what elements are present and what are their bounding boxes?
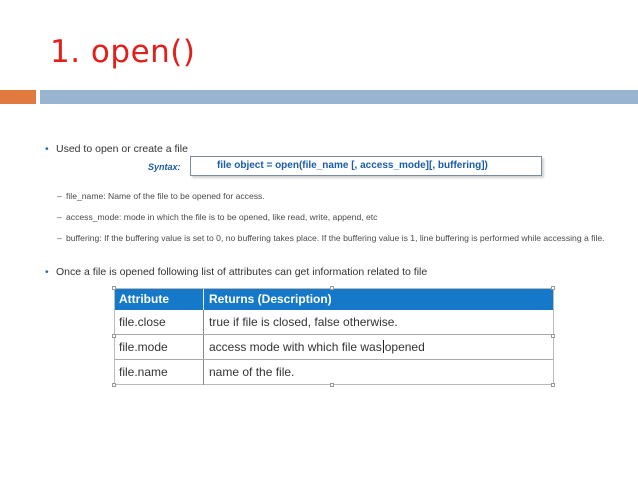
resize-handle-top-right[interactable] [551,286,555,290]
resize-handle-right[interactable] [551,334,555,338]
cell-text-after-cursor: opened [384,340,425,354]
table-cell-description[interactable]: true if file is closed, false otherwise. [209,315,398,329]
bullet-text: Used to open or create a file [56,143,188,155]
sub-item-text: buffering: If the buffering value is set to 0, no buffering takes place. If the buffering value is 1, line buffering is performed while accessing a file. [66,233,605,243]
column-header-attribute: Attribute [115,289,204,310]
dash-icon: – [57,233,62,243]
table-cell-attribute[interactable]: file.close [115,310,204,334]
table-cell-attribute[interactable]: file.mode [115,335,204,359]
table-header-row [115,289,553,310]
dash-icon: – [57,191,62,201]
table-cell-attribute[interactable]: file.name [115,360,204,385]
bullet-open-create [45,143,188,155]
resize-handle-bottom-right[interactable] [551,383,555,387]
sub-item-text: file_name: Name of the file to be opened for access. [66,191,265,201]
dash-icon: – [57,212,62,222]
resize-handle-bottom[interactable] [330,383,334,387]
resize-handle-top-left[interactable] [112,286,116,290]
title-accent-bar [0,90,36,104]
title-divider-bar [40,90,638,104]
table-cell-description[interactable]: name of the file. [209,365,295,379]
syntax-label: Syntax: [148,162,181,172]
attributes-table[interactable] [114,288,554,385]
bullet-attributes [45,266,428,278]
resize-handle-bottom-left[interactable] [112,383,116,387]
table-row [115,360,553,385]
slide-title: 1. open() [50,34,196,70]
sub-item-access-mode [57,211,626,223]
sub-item-text: access_mode: mode in which the file is to be opened, like read, write, append, etc [66,212,378,222]
table-cell-description[interactable] [204,335,553,359]
bullet-dot-icon: • [45,266,49,278]
syntax-code-box: file object = open(file_name [, access_mode][, buffering]) [190,156,542,176]
text-cursor-icon [383,340,384,353]
bullet-text: Once a file is opened following list of attributes can get information related to file [56,266,428,278]
column-header-returns: Returns (Description) [209,292,332,306]
resize-handle-left[interactable] [112,334,116,338]
table-row [115,310,553,335]
table-row [115,335,553,360]
bullet-dot-icon: • [45,143,49,155]
resize-handle-top[interactable] [330,286,334,290]
cell-text-before-cursor: access mode with which file was [209,340,382,354]
sub-item-file-name [57,190,626,202]
sub-item-buffering [57,232,626,244]
